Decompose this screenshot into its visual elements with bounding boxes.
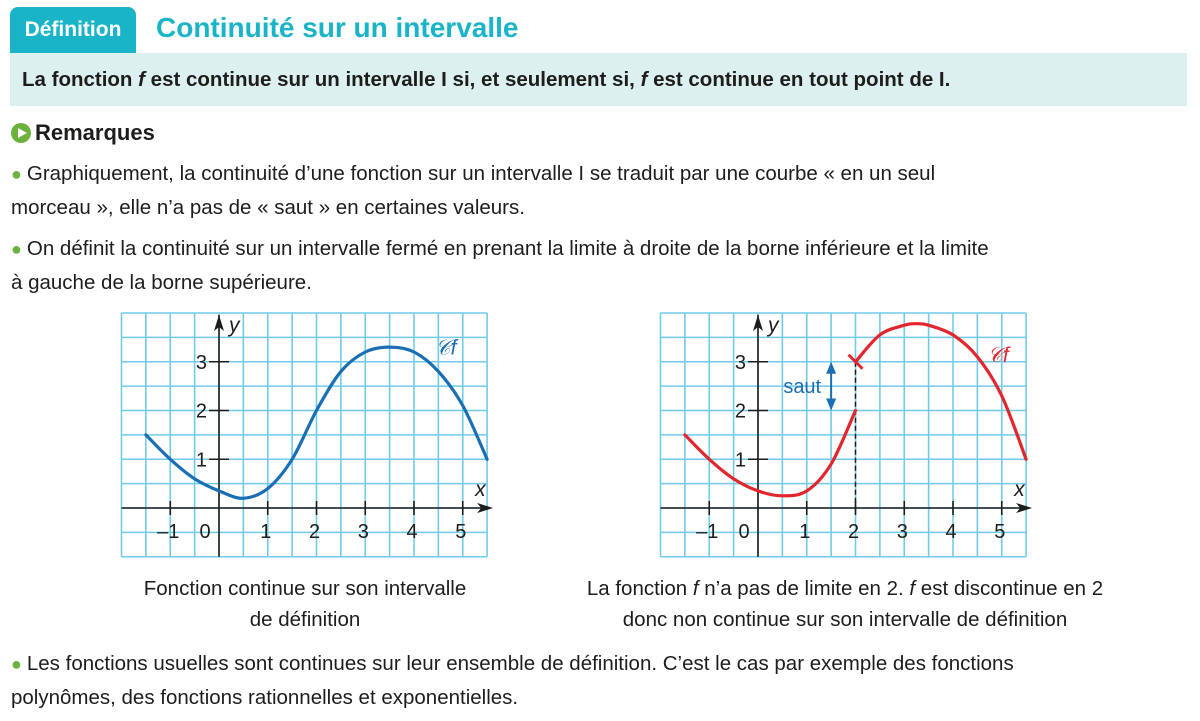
remark-item-1: ● Graphiquement, la continuité d’une fonction sur un intervalle I se traduit par une courbe « en un seul morceau », elle n’a pas de « saut » en certaines valeurs. bbox=[11, 162, 936, 219]
x-axis-label: x bbox=[475, 478, 486, 501]
x-tick-label: 1 bbox=[260, 521, 272, 543]
x-tick-label: 2 bbox=[847, 521, 860, 543]
x-tick-label: 4 bbox=[945, 521, 957, 543]
bullet-icon: ● bbox=[11, 239, 22, 259]
x-tick-label: 4 bbox=[406, 521, 418, 543]
remarks-label: Remarques bbox=[35, 120, 155, 145]
y-tick-label: 3 bbox=[195, 351, 207, 374]
x-tick-label: 1 bbox=[799, 521, 811, 543]
chart-discontinuous-plot bbox=[661, 313, 1033, 557]
x-tick-label: 5 bbox=[455, 521, 467, 543]
y-axis-label: y bbox=[768, 314, 779, 337]
y-tick-label: 3 bbox=[734, 351, 746, 374]
caption-right: La fonction f n’a pas de limite en 2. f est discontinue en 2 donc non continue sur son intervalle de définition bbox=[586, 577, 1104, 631]
x-tick-label: –1 bbox=[696, 521, 719, 543]
arrow-up-icon bbox=[826, 362, 836, 374]
x-tick-label: 3 bbox=[896, 521, 908, 543]
saut-label: saut bbox=[783, 376, 822, 399]
x-tick-label: 5 bbox=[994, 521, 1006, 543]
y-tick-label: 1 bbox=[734, 449, 746, 472]
section-title: Continuité sur un intervalle bbox=[156, 12, 519, 43]
curve-label: 𝒞f bbox=[435, 336, 457, 360]
definition-badge: Définition bbox=[10, 7, 136, 53]
bullet-icon: ● bbox=[11, 164, 22, 184]
arrow-down-icon bbox=[826, 399, 836, 411]
curve-label: 𝒞f bbox=[987, 343, 1009, 367]
x-axis-label: x bbox=[1014, 478, 1025, 501]
x-tick-label: 3 bbox=[357, 521, 369, 543]
y-tick-label: 2 bbox=[195, 400, 207, 423]
chart-continuous-plot bbox=[122, 313, 494, 557]
origin-label: 0 bbox=[199, 521, 211, 543]
origin-label: 0 bbox=[738, 521, 750, 543]
remark-item-2: ● On définit la continuité sur un intervalle fermé en prenant la limite à droite de la borne inférieure et la limite à gauche de la borne supérieure. bbox=[11, 237, 989, 294]
remark-item-3: ● Les fonctions usuelles sont continues sur leur ensemble de définition. C’est le cas par exemple des fonctions polynômes, des fonctions rationnelles et exponentielles. bbox=[11, 652, 1014, 709]
bullet-icon: ● bbox=[11, 654, 22, 674]
definition-text: La fonction f est continue sur un intervalle I si, et seulement si, f est continue en tout point de I. bbox=[22, 68, 951, 91]
caption-left: Fonction continue sur son intervalle de définition bbox=[143, 577, 467, 631]
y-axis-label: y bbox=[229, 314, 240, 337]
y-tick-label: 2 bbox=[734, 400, 746, 423]
y-tick-label: 1 bbox=[195, 449, 207, 472]
x-tick-label: 2 bbox=[308, 521, 321, 543]
x-tick-label: –1 bbox=[157, 521, 180, 543]
